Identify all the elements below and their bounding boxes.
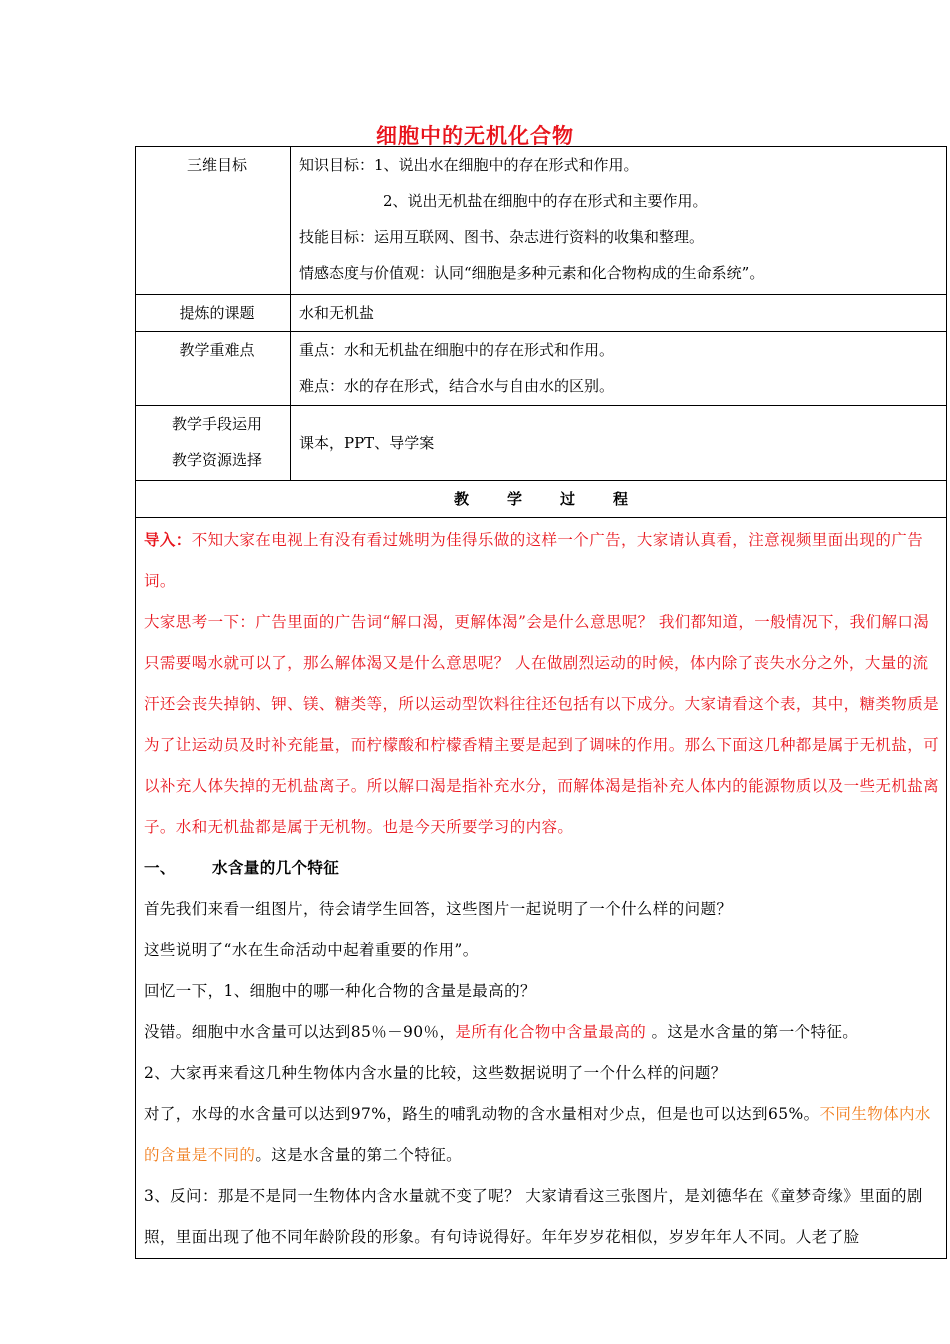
p4-text-a: 没错。细胞中水含量可以达到85％－90％， <box>144 1023 456 1041</box>
resources-label-2: 教学资源选择 <box>171 451 262 469</box>
topic-row <box>136 295 947 332</box>
paragraph-3: 回忆一下，1、细胞中的哪一种化合物的含量是最高的？ <box>144 982 536 1000</box>
process-header-row <box>136 481 947 518</box>
keypoints-content <box>291 332 947 406</box>
goals-label: 三维目标 <box>136 147 291 295</box>
resources-value: 课本，PPT、导学案 <box>291 406 947 481</box>
lesson-plan-table <box>135 146 947 1259</box>
p4-text-c: 。这是水含量的第一个特征。 <box>646 1023 859 1041</box>
paragraph-6 <box>144 1094 942 1176</box>
section-title: 水含量的几个特征 <box>212 859 340 877</box>
process-body <box>136 518 947 1259</box>
emotion-goal: 情感态度与价值观：认同“细胞是多种元素和化合物构成的生命系统”。 <box>299 264 765 282</box>
p6-highlight: 不同生物体内水的含量是不同的 <box>144 1105 931 1164</box>
knowledge-goal-2: 2、说出无机盐在细胞中的存在形式和主要作用。 <box>383 192 708 210</box>
topic-label: 提炼的课题 <box>136 295 291 332</box>
process-header: 教学过程 <box>136 481 947 518</box>
p6-text-c: 。这是水含量的第二个特征。 <box>255 1146 463 1164</box>
difficult-point: 难点：水的存在形式，结合水与自由水的区别。 <box>299 377 615 395</box>
topic-value: 水和无机盐 <box>291 295 947 332</box>
section-number: 一、 <box>144 859 176 877</box>
goals-content <box>291 147 947 295</box>
skill-goal: 技能目标：运用互联网、图书、杂志进行资料的收集和整理。 <box>299 228 705 246</box>
p6-text-a: 对了，水母的水含量可以达到97%，路生的哺乳动物的含水量相对少点，但是也可以达到65%。 <box>144 1105 820 1123</box>
resources-row <box>136 406 947 481</box>
intro-paragraph <box>144 520 942 602</box>
p4-highlight: 是所有化合物中含量最高的 <box>455 1023 647 1041</box>
resources-label <box>136 406 291 481</box>
knowledge-goal-1: 知识目标：1、说出水在细胞中的存在形式和作用。 <box>299 156 639 174</box>
paragraph-7: 3、反问：那是不是同一生物体内含水量就不变了呢？ 大家请看这三张图片，是刘德华在《童梦奇缘》里面的剧照，里面出现了他不同年龄阶段的形象。有句诗说得好。年年岁岁花相似，岁岁年年人不同。人老了脸 <box>144 1187 923 1246</box>
document-title: 细胞中的无机化合物 <box>376 124 574 148</box>
keypoints-label: 教学重难点 <box>136 332 291 406</box>
paragraph-5: 2、大家再来看这几种生物体内含水量的比较，这些数据说明了一个什么样的问题？ <box>144 1064 727 1082</box>
key-point: 重点：水和无机盐在细胞中的存在形式和作用。 <box>299 341 615 359</box>
goals-row <box>136 147 947 295</box>
intro-label: 导入： <box>144 531 192 549</box>
paragraph-4 <box>144 1012 942 1053</box>
paragraph-2: 这些说明了“水在生命活动中起着重要的作用”。 <box>144 941 479 959</box>
intro-text: 不知大家在电视上有没有看过姚明为佳得乐做的这样一个广告，大家请认真看，注意视频里面出现的广告词。 <box>144 531 924 590</box>
think-paragraph: 大家思考一下：广告里面的广告词“解口渴，更解体渴”会是什么意思呢？ 我们都知道，一般情况下，我们解口渴只需要喝水就可以了，那么解体渴又是什么意思呢？ 人在做剧烈运动的时候，体内除了丧失水分之外，大量的流汗还会丧失掉钠、钾、镁、糖类等，所以运动型饮料往往还包括有以下成分。大家请看这个表，其中，糖类物质是为了让运动员及时补充能量，而柠檬酸和柠檬香精主要是起到了调味的作用。那么下面这几种都是属于无机盐，可以补充人体失掉的无机盐离子。所以解口渴是指补充水分，而解体渴是指补充人体内的能源物质以及一些无机盐离子。水和无机盐都是属于无机物。也是今天所要学习的内容。 <box>144 613 940 836</box>
keypoints-row <box>136 332 947 406</box>
paragraph-1: 首先我们来看一组图片，待会请学生回答，这些图片一起说明了一个什么样的问题？ <box>144 900 733 918</box>
section-heading <box>144 848 942 889</box>
resources-label-1: 教学手段运用 <box>171 415 262 433</box>
process-body-row <box>136 518 947 1259</box>
